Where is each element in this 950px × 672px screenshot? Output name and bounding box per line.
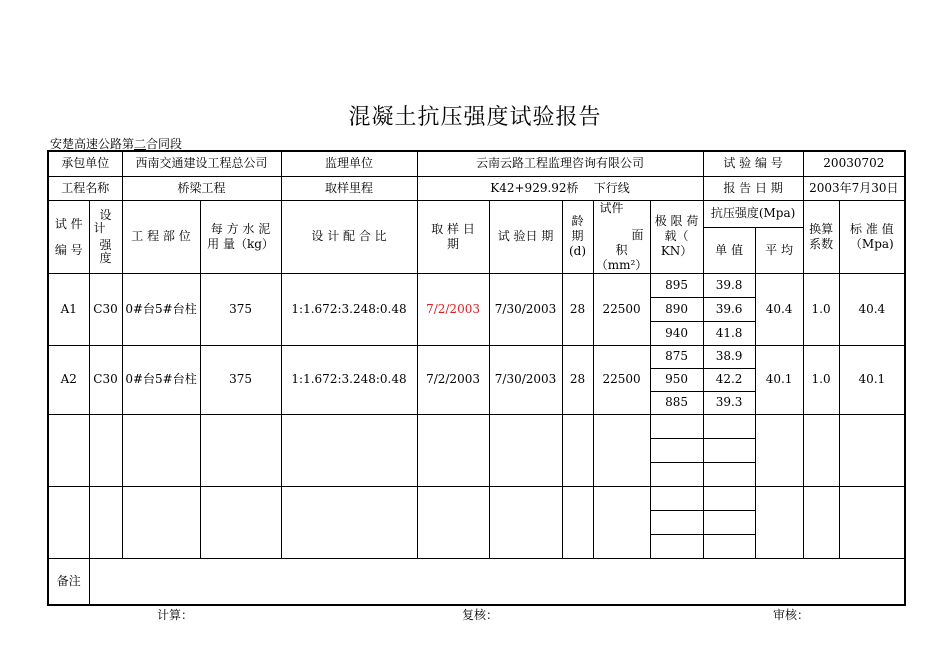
conversion-factor: 1.0 [803,345,839,414]
header-sample-no-1: 试 件 [54,216,83,231]
age-days: 28 [562,345,593,414]
load-value: 885 [650,391,703,414]
cement-amount: 375 [200,345,281,414]
remarks-row [48,558,905,605]
subtitle-section: 二 [134,137,147,151]
empty-cell [755,486,803,558]
header-design-2: 计 [93,220,106,235]
project-label: 工程名称 [48,176,122,200]
load-value: 940 [650,321,703,345]
empty-cell [803,414,839,486]
empty-cell [650,438,703,462]
empty-cell [281,486,417,558]
empty-cell [755,414,803,486]
header-average: 平 均 [755,228,803,274]
subtitle-prefix: 安楚高速公路第 [50,137,135,151]
sample-date: 7/2/2003 [417,345,489,414]
table-row-empty [48,414,905,438]
empty-cell [650,534,703,558]
empty-cell [703,462,755,486]
header-mix: 设 计 配 合 比 [281,200,417,273]
average-strength: 40.1 [755,345,803,414]
header-part: 工 程 部 位 [122,200,200,273]
empty-cell [803,486,839,558]
project-part: 0#台5#台柱 [122,273,200,345]
subtitle-suffix: 合同段 [146,137,183,151]
header-age: 龄 期 (d) [562,200,593,273]
footer-calc: 计算： [157,608,194,622]
empty-cell [703,486,755,510]
report-table [47,150,906,606]
empty-cell [48,414,89,486]
header-factor: 换算系数 [803,200,839,273]
empty-cell [562,486,593,558]
header-area [593,200,650,273]
empty-cell [200,486,281,558]
standard-value: 40.1 [839,345,905,414]
header-design-strength [89,200,122,273]
table-row-empty [48,486,905,510]
empty-cell [48,486,89,558]
empty-cell [839,486,905,558]
single-strength: 41.8 [703,321,755,345]
specimen-area: 22500 [593,345,650,414]
standard-value: 40.4 [839,273,905,345]
header-load: 极 限 荷 载（ KN） [650,200,703,273]
empty-cell [703,438,755,462]
header-area-1: 试件 [599,200,624,215]
design-grade: C30 [89,345,122,414]
empty-cell [489,414,562,486]
test-no-value: 20030702 [803,151,905,176]
load-value: 895 [650,273,703,297]
empty-cell [650,462,703,486]
average-strength: 40.4 [755,273,803,345]
mileage-label: 取样里程 [281,176,417,200]
mileage-value: K42+929.92桥 下行线 [417,176,703,200]
single-strength: 42.2 [703,368,755,391]
contractor-label: 承包单位 [48,151,122,176]
info-row-1 [48,151,905,176]
test-date: 7/30/2003 [489,273,562,345]
single-strength: 39.8 [703,273,755,297]
remarks-label: 备注 [48,558,89,605]
header-test-date: 试 验日 期 [489,200,562,273]
single-strength: 39.3 [703,391,755,414]
sample-id: A2 [48,345,89,414]
conversion-factor: 1.0 [803,273,839,345]
header-single: 单 值 [703,228,755,274]
test-date: 7/30/2003 [489,345,562,414]
cement-amount: 375 [200,273,281,345]
empty-cell [839,414,905,486]
empty-cell [122,414,200,486]
report-date-value: 2003年7月30日 [803,176,905,200]
empty-cell [650,486,703,510]
info-row-2 [48,176,905,200]
empty-cell [593,486,650,558]
header-sample-no [48,200,89,273]
empty-cell [489,486,562,558]
test-no-label: 试 验 编 号 [703,151,803,176]
supervisor-value: 云南云路工程监理咨询有限公司 [417,151,703,176]
empty-cell [562,414,593,486]
load-value: 890 [650,297,703,321]
table-row [48,345,905,368]
header-sample-date: 取 样 日 期 [417,200,489,273]
project-part: 0#台5#台柱 [122,345,200,414]
single-strength: 39.6 [703,297,755,321]
header-area-2: 面 [631,227,644,242]
footer-audit: 审核： [773,608,810,622]
header-row-1 [48,200,905,228]
design-grade: C30 [89,273,122,345]
specimen-area: 22500 [593,273,650,345]
header-sample-no-2: 编 号 [54,242,83,257]
empty-cell [703,510,755,534]
load-value: 950 [650,368,703,391]
contractor-value: 西南交通建设工程总公司 [122,151,281,176]
empty-cell [281,414,417,486]
footer-review: 复核： [462,608,499,622]
report-date-label: 报 告 日 期 [703,176,803,200]
empty-cell [89,414,122,486]
load-value: 875 [650,345,703,368]
header-area-3: 积 [615,242,628,257]
empty-cell [122,486,200,558]
empty-cell [417,414,489,486]
report-title: 混凝土抗压强度试验报告 [348,105,602,130]
empty-cell [200,414,281,486]
header-cement: 每 方 水 泥 用 量（kg） [200,200,281,273]
mix-ratio: 1:1.672:3.248:0.48 [281,273,417,345]
sample-id: A1 [48,273,89,345]
empty-cell [650,510,703,534]
header-design-1: 设 [99,207,112,222]
header-design-4: 度 [99,250,112,265]
mix-ratio: 1:1.672:3.248:0.48 [281,345,417,414]
age-days: 28 [562,273,593,345]
empty-cell [593,414,650,486]
header-area-4: （mm²） [595,257,648,272]
empty-cell [703,534,755,558]
sample-date: 7/2/2003 [417,273,489,345]
empty-cell [417,486,489,558]
remarks-content [89,558,905,605]
single-strength: 38.9 [703,345,755,368]
project-value: 桥梁工程 [122,176,281,200]
header-standard: 标 准 值 （Mpa) [839,200,905,273]
header-strength: 抗压强度(Mpa) [703,200,803,228]
table-row [48,273,905,297]
header-design-3: 强 [99,237,112,252]
supervisor-label: 监理单位 [281,151,417,176]
empty-cell [89,486,122,558]
empty-cell [650,414,703,438]
empty-cell [703,414,755,438]
